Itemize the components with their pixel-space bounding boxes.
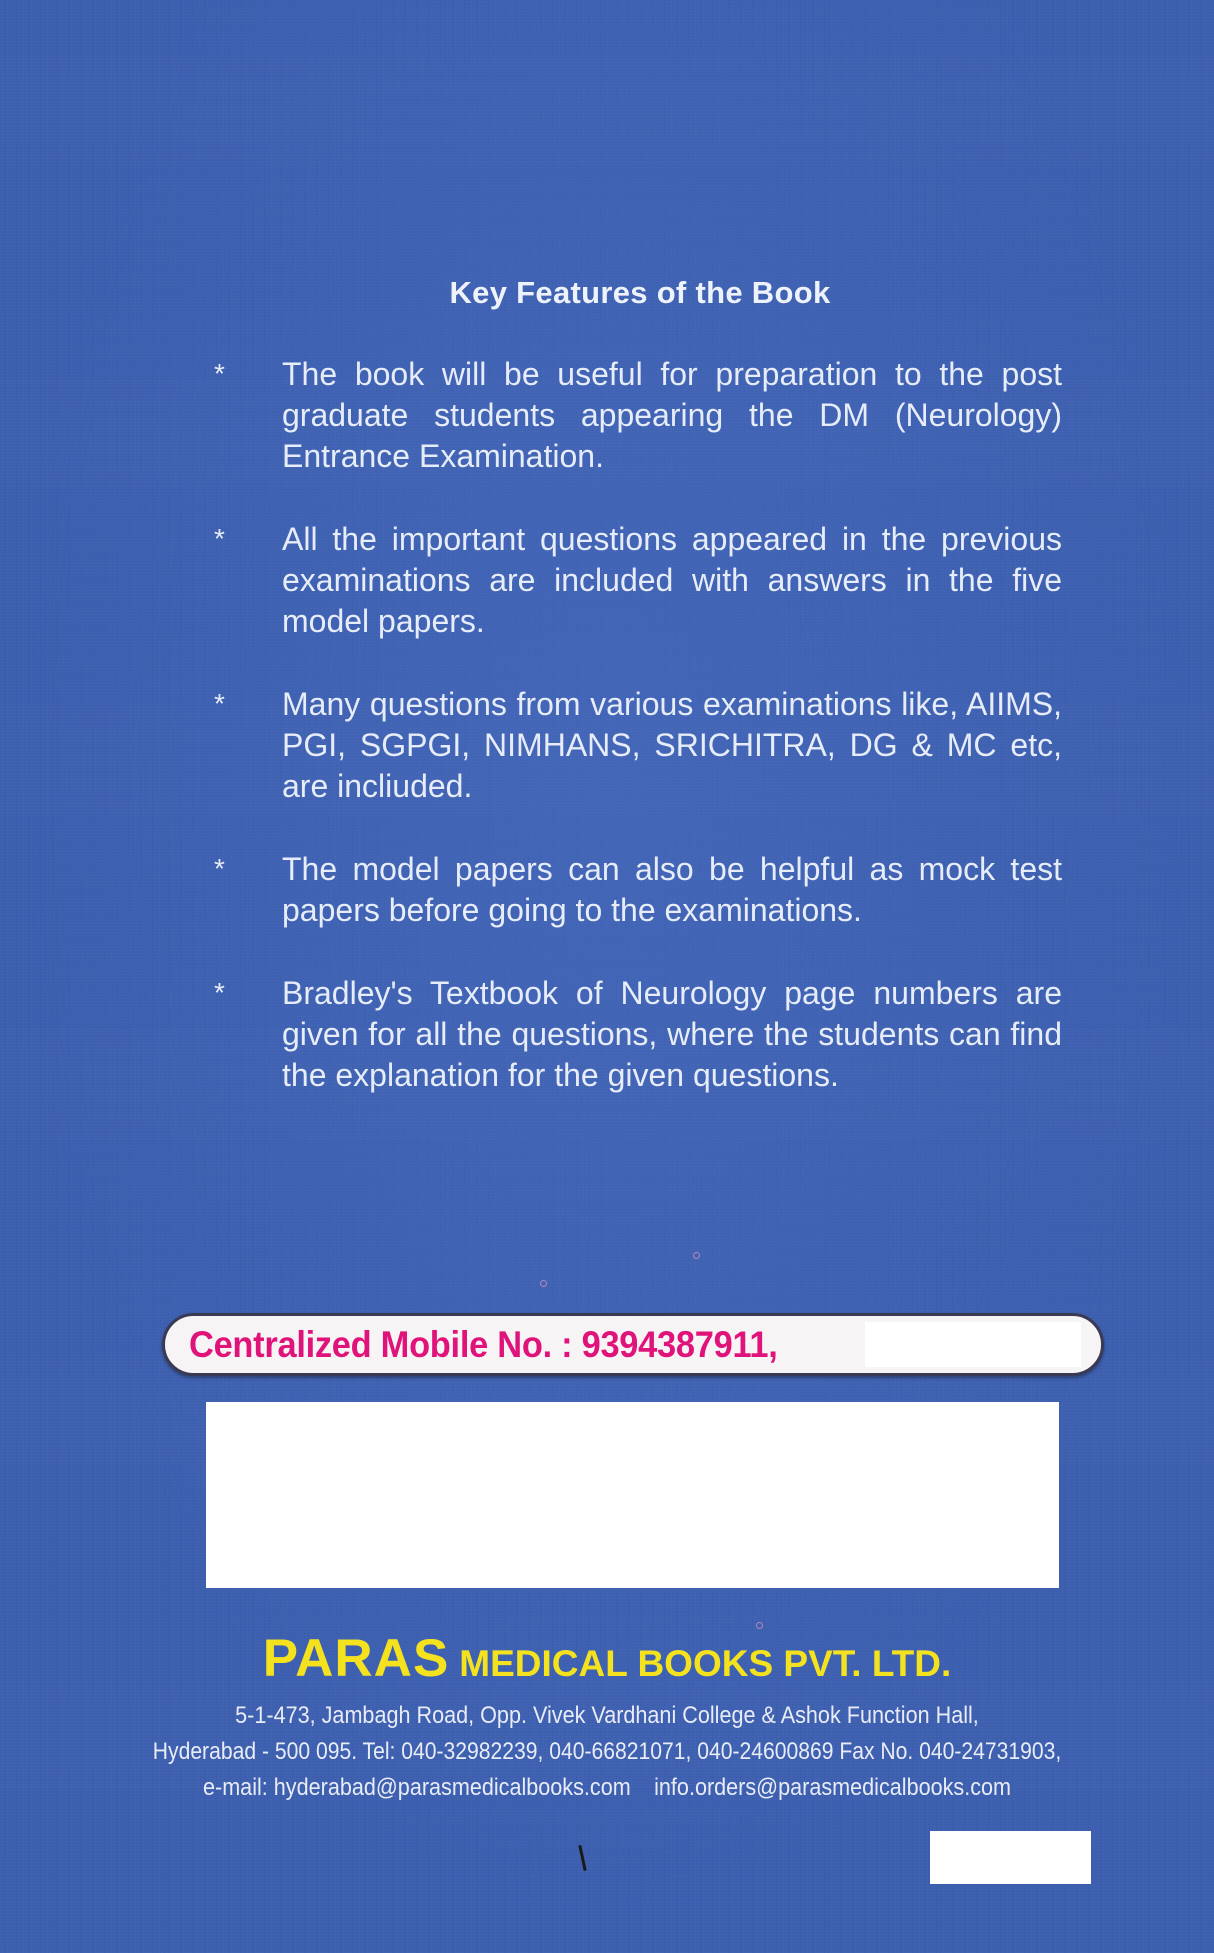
key-features-heading: Key Features of the Book xyxy=(449,275,831,310)
publisher-address-line-2: Hyderabad - 500 095. Tel: 040-32982239, 040-66821071, 040-24600869 Fax No. 040-24731903, xyxy=(152,1738,1062,1765)
mobile-number-text: Centralized Mobile No. : 9394387911, xyxy=(189,1324,778,1365)
feature-item xyxy=(210,519,1062,642)
printing-speck xyxy=(540,1280,547,1287)
redacted-block xyxy=(206,1402,1059,1588)
publisher-address-line-1: 5-1-473, Jambagh Road, Opp. Vivek Vardhani College & Ashok Function Hall, xyxy=(235,1702,979,1729)
bullet-asterisk: * xyxy=(214,523,225,554)
redacted-area xyxy=(865,1322,1081,1367)
redacted-sticker xyxy=(930,1831,1091,1884)
feature-item xyxy=(210,849,1062,931)
bullet-asterisk: * xyxy=(214,688,225,719)
publisher-email-line xyxy=(61,1774,1154,1802)
feature-item xyxy=(210,684,1062,807)
bullet-asterisk: * xyxy=(214,853,225,884)
email-orders: info.orders@parasmedicalbooks.com xyxy=(654,1774,1012,1801)
feature-text: All the important questions appeared in the previous examinations are included with answers in the five model papers. xyxy=(282,521,1062,639)
email-hyderabad: e-mail: hyderabad@parasmedicalbooks.com xyxy=(202,1774,631,1801)
feature-item xyxy=(210,973,1062,1096)
mobile-number-banner xyxy=(162,1313,1104,1376)
publisher-brand: PARAS xyxy=(262,1629,450,1688)
printing-speck xyxy=(693,1252,700,1259)
feature-item xyxy=(210,354,1062,477)
bullet-asterisk: * xyxy=(214,358,225,389)
bullet-asterisk: * xyxy=(214,977,225,1008)
pen-mark xyxy=(578,1845,586,1871)
feature-text: Many questions from various examinations like, AIIMS, PGI, SGPGI, NIMHANS, SRICHITRA, DG & MC etc, are incliuded. xyxy=(282,686,1062,804)
feature-text: Bradley's Textbook of Neurology page numbers are given for all the questions, where the students can find the explanation for the given questions. xyxy=(282,975,1062,1093)
publisher-suffix: MEDICAL BOOKS PVT. LTD. xyxy=(459,1643,952,1684)
publisher-name xyxy=(0,1628,1214,1689)
feature-list xyxy=(210,354,1062,1138)
feature-text: The model papers can also be helpful as mock test papers before going to the examinations. xyxy=(282,851,1062,928)
feature-text: The book will be useful for preparation to the post graduate students appearing the DM (Neurology) Entrance Examination. xyxy=(282,356,1062,474)
